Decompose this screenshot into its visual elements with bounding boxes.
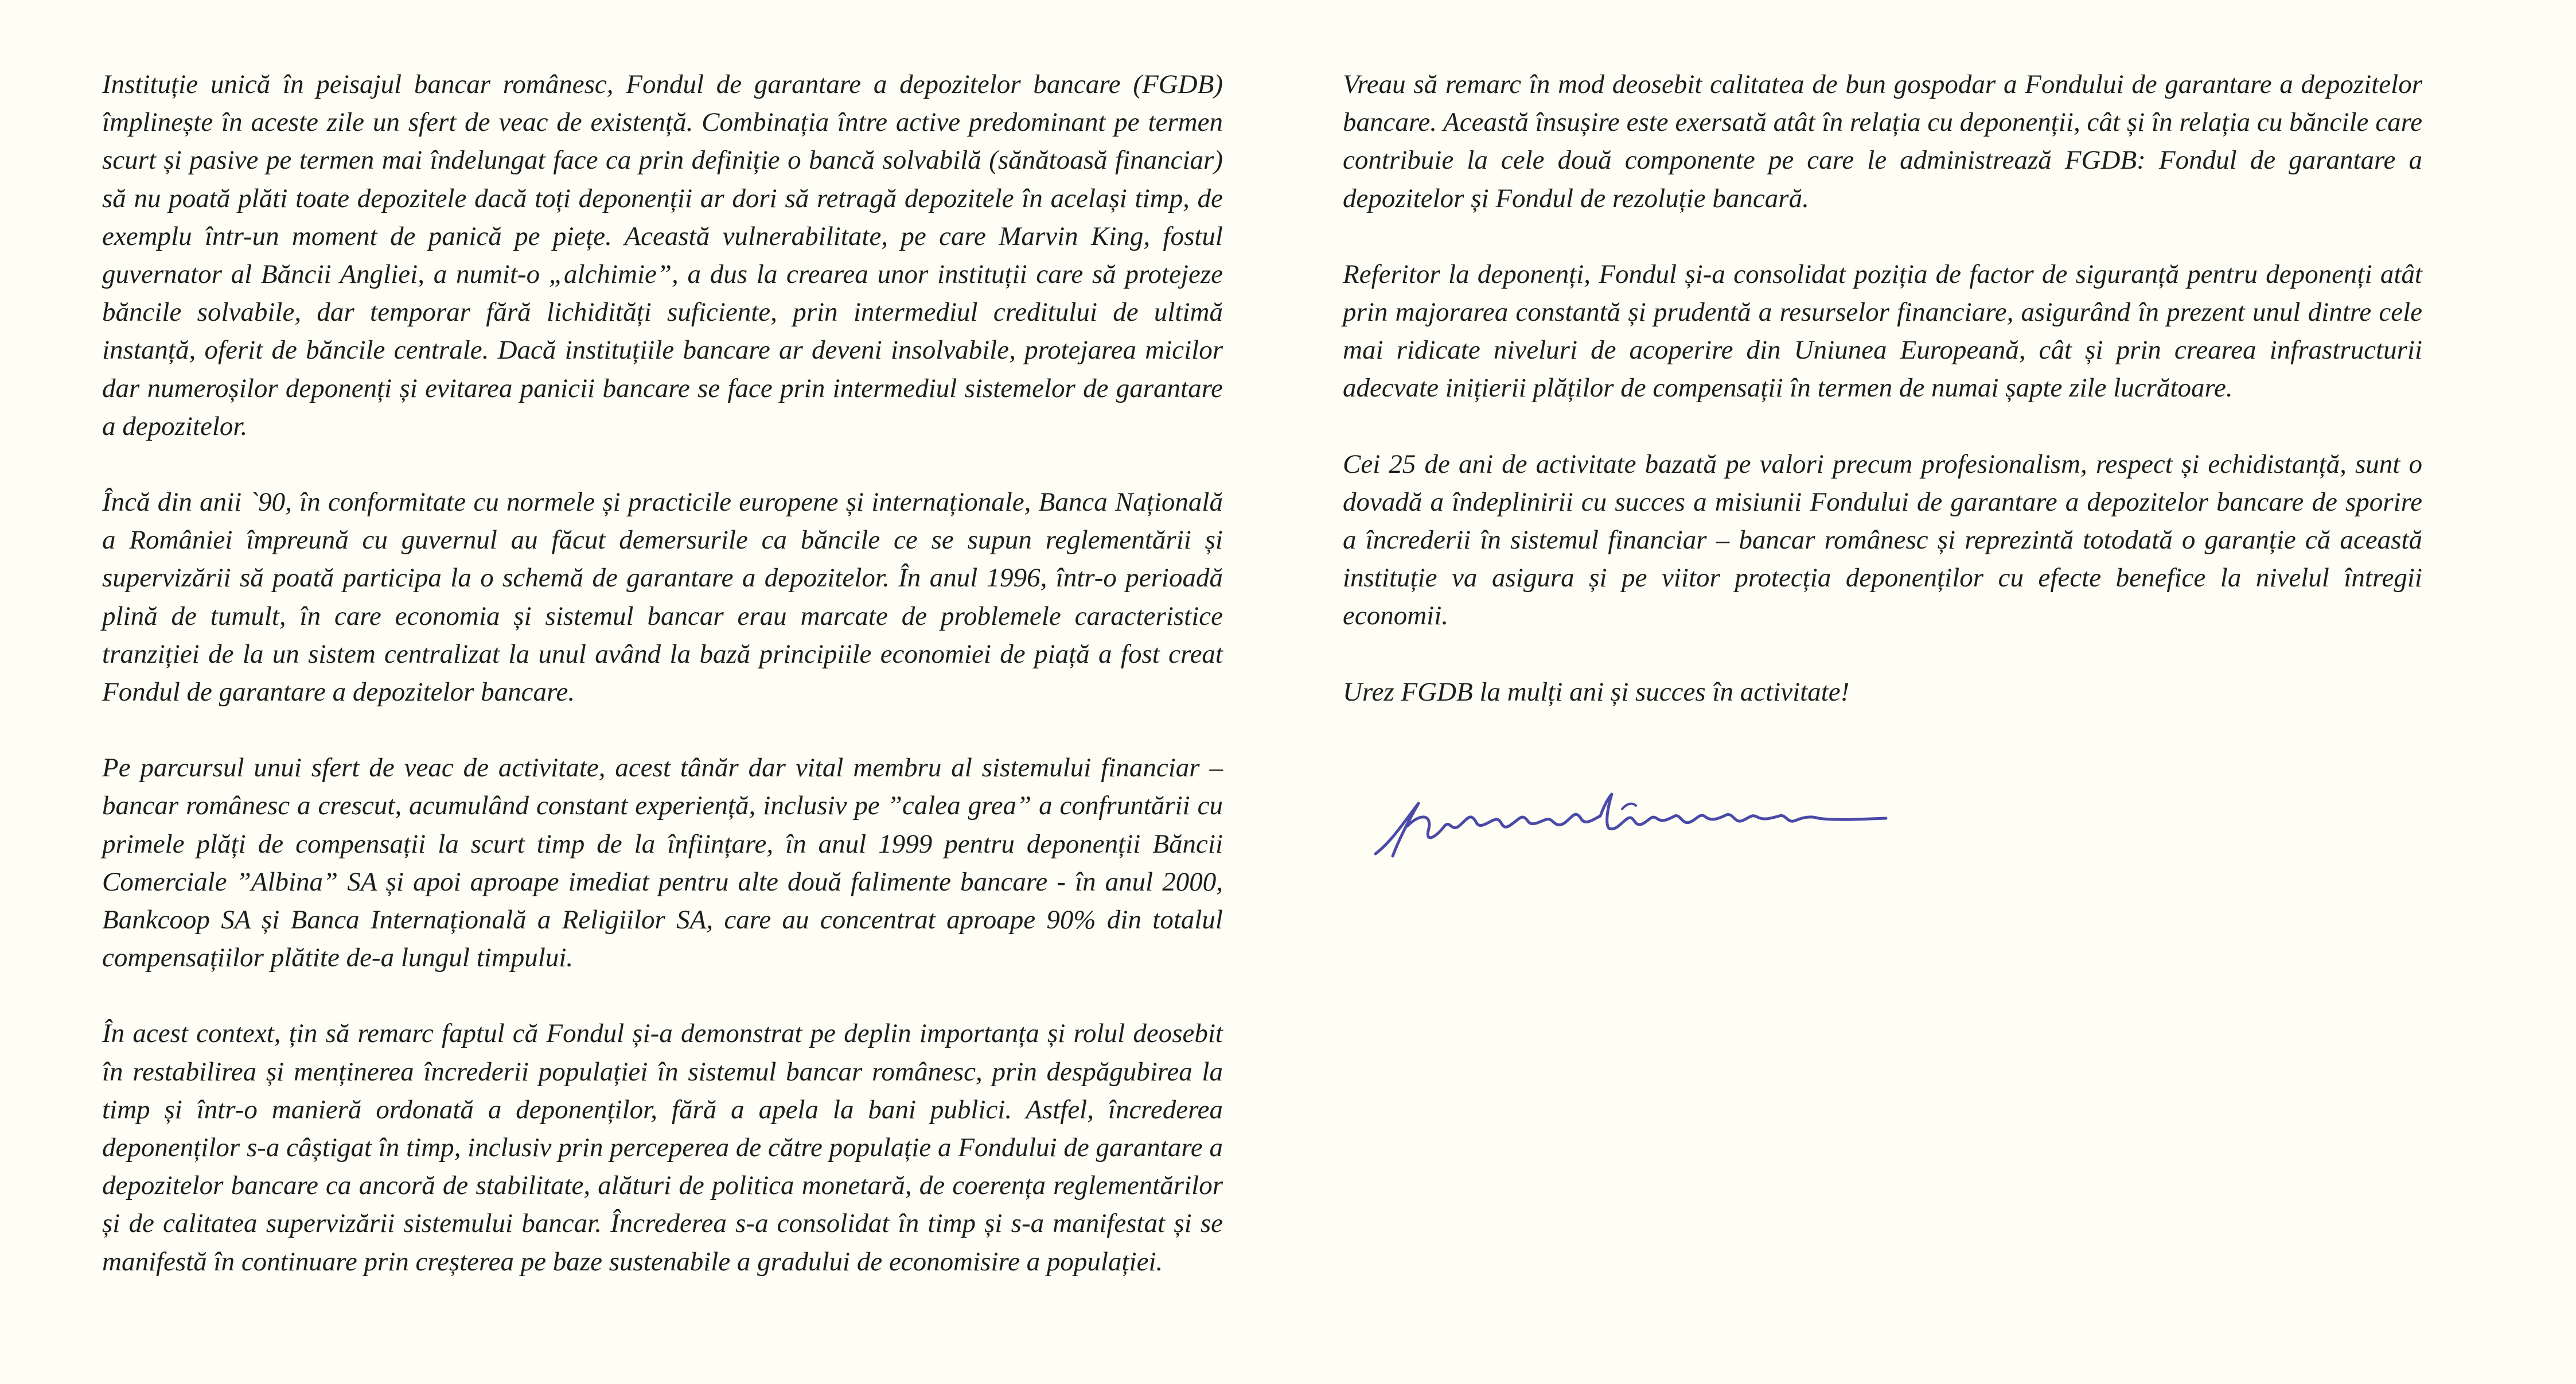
paragraph-history: Încă din anii `90, în conformitate cu normele și practicile europene și internaționale, Banca Națională a României împreună cu guvernul au făcut demersurile ca băncile ce se supun reglementării și supervizării să poată participa la o schemă de garantare a depozitelor. În anul 1996, într-o perioadă plină de tumult, în care economia și sistemul bancar erau marcate de problemele caracteristice tranziției de la un sistem centralizat la unul având la bază principiile economiei de piață a fost creat Fondul de garantare a depozitelor bancare.: [102, 487, 1223, 707]
paragraph-intro: Instituție unică în peisajul bancar românesc, Fondul de garantare a depozitelor bancare (FGDB) împlinește în aceste zile un sfert de veac de existență. Combinația între active predominant pe termen scurt și pasive pe termen mai îndelungat face ca prin definiție o bancă solvabilă (sănătoasă financiar) să nu poată plăti toate depozitele dacă toți deponenții ar dori să retragă depozitele în același timp, de exemplu într-un moment de panică pe piețe. Această vulnerabilitate, pe care Marvin King, fostul guvernator al Băncii Angliei, a numit-o „alchimie”, a dus la crearea unor instituții care să protejeze băncile solvabile, dar temporar fără lichidități suficiente, prin intermediul creditului de ultimă instanță, oferit de băncile centrale. Dacă instituțiile bancare ar deveni insolvabile, protejarea micilor dar numeroșilor deponenți și evitarea panicii bancare se face prin intermediul sistemelor de garantare a depozitelor.: [102, 69, 1223, 441]
left-column: [102, 65, 1223, 1319]
paragraph-anniversary: Cei 25 de ani de activitate bazată pe valori precum profesionalism, respect și echidistanță, sunt o dovadă a îndeplinirii cu succes a misiunii Fondului de garantare a depozitelor bancare de sporire a încrederii în sistemul financiar – bancar românesc și reprezintă totodată o garanție că această instituție va asigura și pe viitor protecția deponenților cu efecte benefice la nivelul întregii economii.: [1343, 449, 2422, 631]
paragraph-experience: Pe parcursul unui sfert de veac de activitate, acest tânăr dar vital membru al sistemului financiar – bancar românesc a crescut, acumulând constant experiență, inclusiv pe ”calea grea” a confruntării cu primele plăți de compensații la scurt timp de la înființare, în anul 1999 pentru deponenții Băncii Comerciale ”Albina” SA și apoi aproape imediat pentru alte două falimente bancare - în anul 2000, Bankcoop SA și Banca Internațională a Religiilor SA, care au concentrat aproape 90% din totalul compensațiilor plătite de-a lungul timpului.: [102, 753, 1223, 973]
paragraph-context: În acest context, țin să remarc faptul că Fondul și-a demonstrat pe deplin importanța și rolul deosebit în restabilirea și menținerea încrederii populației în sistemul bancar românesc, prin despăgubirea la timp și într-o manieră ordonată a deponenților, fără a apela la bani publici. Astfel, încrederea deponenților s-a câștigat în timp, inclusiv prin perceperea de către populație a Fondului de garantare a depozitelor bancare ca ancoră de stabilitate, alături de politica monetară, de coerența reglementărilor și de calitatea supervizării sistemului bancar. Încrederea s-a consolidat în timp și s-a manifestat și se manifestă în continuare prin creșterea pe baze sustenabile a gradului de economisire a populației.: [102, 1018, 1223, 1277]
paragraph-wishes: Urez FGDB la mulți ani și succes în activitate!: [1343, 677, 1850, 707]
paragraph-depositors: Referitor la deponenți, Fondul și-a consolidat poziția de factor de siguranță pentru deponenți atât prin majorarea constantă și prudentă a resurselor financiare, asigurând în prezent unul dintre cele mai ridicate niveluri de acoperire din Uniunea Europeană, cât și prin crearea infrastructurii adecvate inițierii plăților de compensații în termen de numai șapte zile lucrătoare.: [1343, 259, 2422, 403]
right-column: [1343, 65, 2422, 749]
paragraph-stewardship: Vreau să remarc în mod deosebit calitatea de bun gospodar a Fondului de garantare a depozitelor bancare. Această însușire este exersată atât în relația cu deponenții, cât și în relația cu băncile care contribuie la cele două componente pe care le administrează FGDB: Fondul de garantare a depozitelor și Fondul de rezoluție bancară.: [1343, 69, 2422, 213]
handwritten-signature-icon: [1353, 786, 1903, 866]
